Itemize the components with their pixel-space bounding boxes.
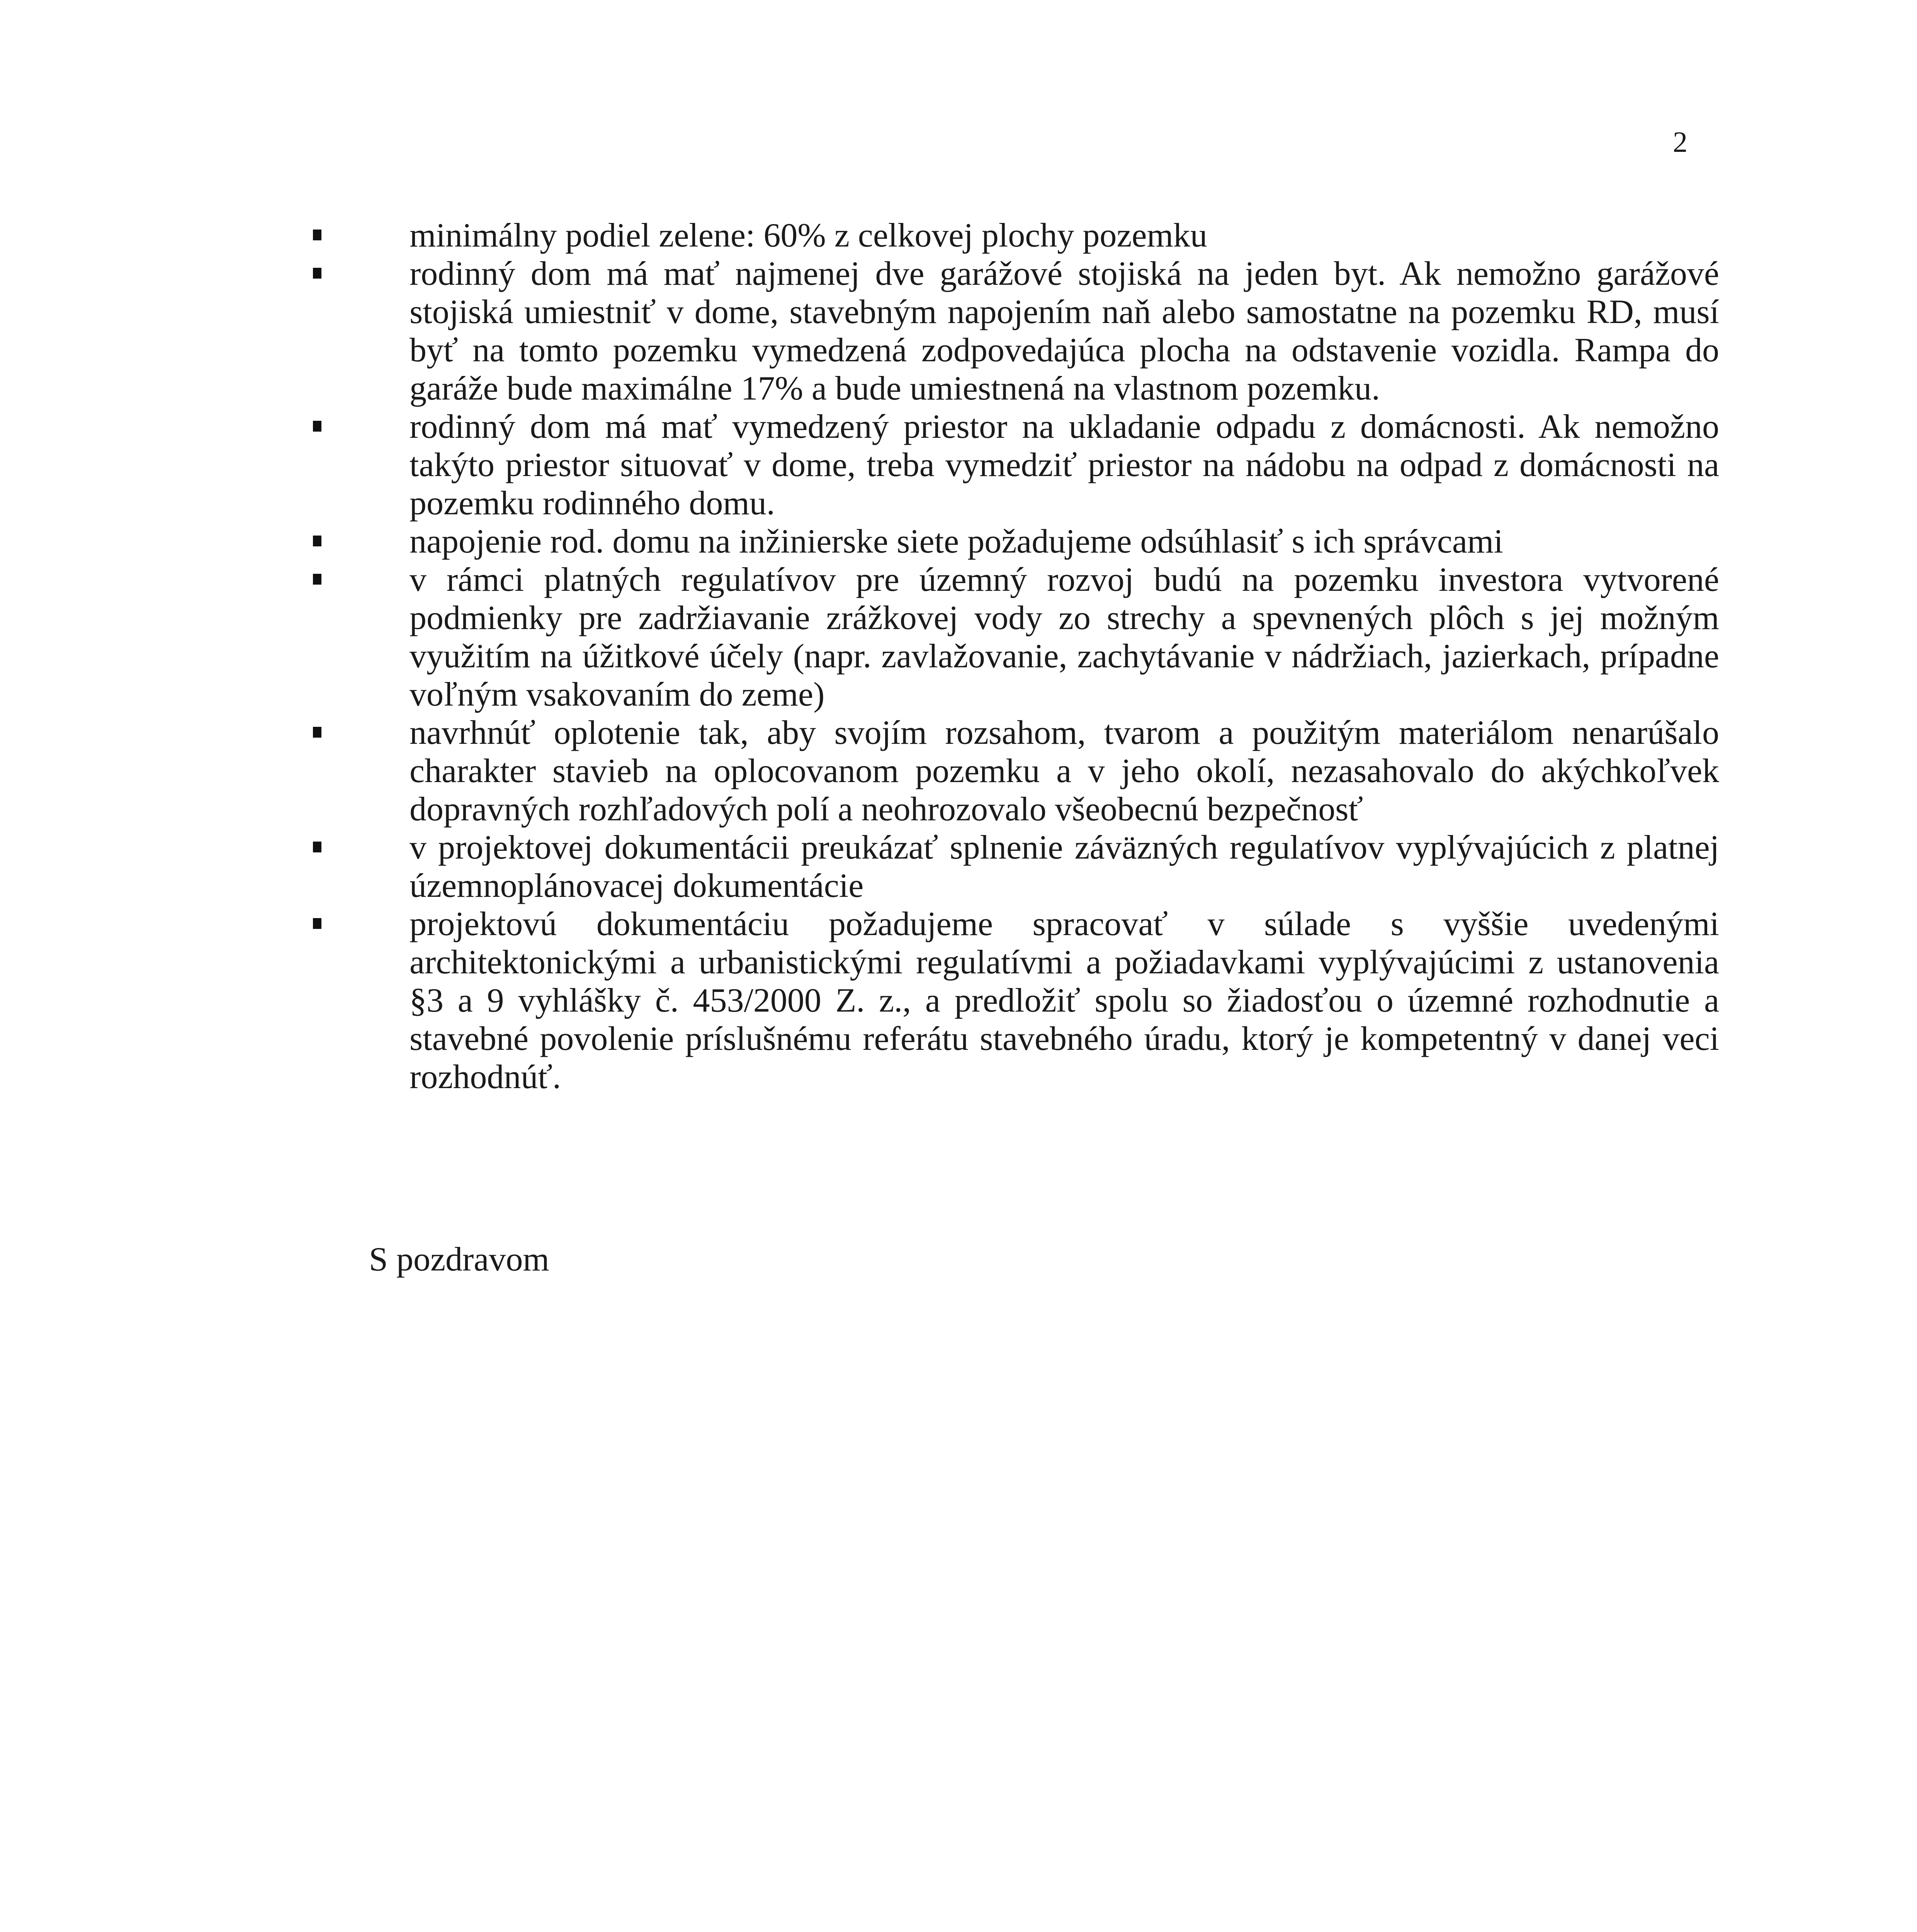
list-item [313, 216, 1719, 255]
bullet-icon [313, 268, 321, 279]
conditions-list [313, 216, 1719, 1096]
condition-text: rodinný dom má mať najmenej dve garážové stojiská na jeden byt. Ak nemožno garážové stojiská umiestniť v dome, stavebným napojením naň alebo samostatne na pozemku RD, musí byť na tomto pozemku vymedzená zodpovedajúca plocha na odstavenie vozidla. Rampa do garáže bude maximálne 17% a bude umiestnená na vlastnom pozemku. [410, 255, 1719, 407]
bullet-icon [313, 727, 321, 738]
condition-text: projektovú dokumentáciu požadujeme spracovať v súlade s vyššie uvedenými architektonickými a urbanistickými regulatívmi a požiadavkami vyplývajúcimi z ustanovenia §3 a 9 vyhlášky č. 453/2000 Z. z., a predložiť spolu so žiadosťou o územné rozhodnutie a stavebné povolenie príslušnému referátu stavebného úradu, ktorý je kompetentný v danej veci rozhodnúť. [410, 905, 1719, 1096]
bullet-icon [313, 421, 321, 432]
condition-text: napojenie rod. domu na inžinierske siete požadujeme odsúhlasiť s ich správcami [410, 523, 1503, 560]
bullet-icon [313, 918, 321, 929]
page-number-top: 2 [1673, 126, 1688, 158]
bullet-icon [313, 536, 321, 546]
list-item [313, 714, 1719, 828]
condition-text: navrhnúť oplotenie tak, aby svojím rozsahom, tvarom a použitým materiálom nenarúšalo charakter stavieb na oplocovanom pozemku a v jeho okolí, nezasahovalo do akýchkoľvek dopravných rozhľadových polí a neohrozovalo všeobecnú bezpečnosť [410, 714, 1719, 828]
bullet-icon [313, 842, 321, 852]
list-item [313, 905, 1719, 1096]
list-item [313, 561, 1719, 714]
closing-salutation: S pozdravom [369, 1241, 549, 1278]
list-item [313, 828, 1719, 905]
list-item [313, 408, 1719, 522]
bullet-icon [313, 230, 321, 240]
bullet-icon [313, 574, 321, 585]
condition-text: v projektovej dokumentácii preukázať splnenie záväzných regulatívov vyplývajúcich z platnej územnoplánovacej dokumentácie [410, 829, 1719, 905]
list-item [313, 255, 1719, 408]
list-item [313, 522, 1719, 561]
condition-text: rodinný dom má mať vymedzený priestor na ukladanie odpadu z domácnosti. Ak nemožno takýto priestor situovať v dome, treba vymedziť priestor na nádobu na odpad z domácnosti na pozemku rodinného domu. [410, 408, 1719, 522]
condition-text: v rámci platných regulatívov pre územný rozvoj budú na pozemku investora vytvorené podmienky pre zadržiavanie zrážkovej vody zo strechy a spevnených plôch s jej možným využitím na úžitkové účely (napr. zavlažovanie, zachytávanie v nádržiach, jazierkach, prípadne voľným vsakovaním do zeme) [410, 561, 1719, 713]
condition-text: minimálny podiel zelene: 60% z celkovej plochy pozemku [410, 217, 1207, 254]
